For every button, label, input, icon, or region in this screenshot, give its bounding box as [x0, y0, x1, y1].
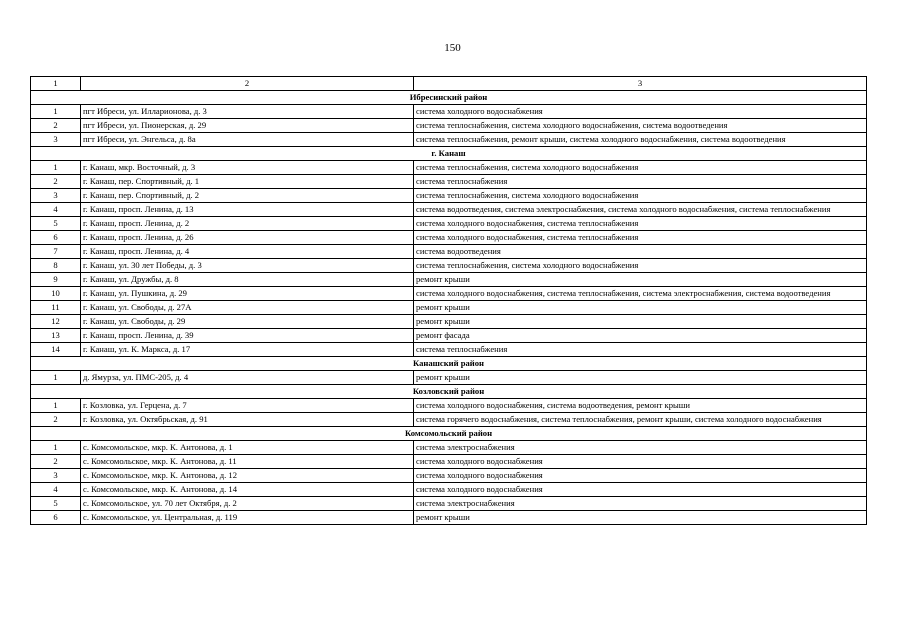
- table-header-row: [31, 77, 867, 91]
- address-cell: пгт Ибреси, ул. Илларионова, д. 3: [81, 105, 414, 119]
- table-row: [31, 105, 867, 119]
- work-type-cell: ремонт крыши: [414, 315, 867, 329]
- row-number-cell: 1: [31, 399, 81, 413]
- address-cell: с. Комсомольское, мкр. К. Антонова, д. 11: [81, 455, 414, 469]
- address-cell: г. Козловка, ул. Герцена, д. 7: [81, 399, 414, 413]
- row-number-cell: 13: [31, 329, 81, 343]
- address-cell: г. Канаш, ул. Свободы, д. 27А: [81, 301, 414, 315]
- row-number-cell: 3: [31, 189, 81, 203]
- section-header-row: [31, 91, 867, 105]
- table-row: [31, 399, 867, 413]
- address-cell: с. Комсомольское, мкр. К. Антонова, д. 1: [81, 441, 414, 455]
- work-type-cell: система теплоснабжения: [414, 343, 867, 357]
- header-cell-number: 1: [31, 77, 81, 91]
- row-number-cell: 7: [31, 245, 81, 259]
- row-number-cell: 2: [31, 413, 81, 427]
- table-row: [31, 133, 867, 147]
- section-title: г. Канаш: [31, 147, 867, 161]
- address-cell: г. Канаш, ул. Дружбы, д. 8: [81, 273, 414, 287]
- table-row: [31, 315, 867, 329]
- table-row: [31, 329, 867, 343]
- address-cell: г. Канаш, ул. Свободы, д. 29: [81, 315, 414, 329]
- work-type-cell: система теплоснабжения, система холодного водоснабжения: [414, 189, 867, 203]
- work-type-cell: система холодного водоснабжения: [414, 483, 867, 497]
- section-title: Ибресинский район: [31, 91, 867, 105]
- address-cell: г. Козловка, ул. Октябрьская, д. 91: [81, 413, 414, 427]
- row-number-cell: 2: [31, 119, 81, 133]
- address-cell: д. Ямурза, ул. ПМС-205, д. 4: [81, 371, 414, 385]
- table-row: [31, 511, 867, 525]
- work-type-cell: система теплоснабжения, система холодного водоснабжения, система водоотведения: [414, 119, 867, 133]
- address-cell: г. Канаш, пер. Спортивный, д. 1: [81, 175, 414, 189]
- table-row: [31, 371, 867, 385]
- table-row: [31, 273, 867, 287]
- table-row: [31, 245, 867, 259]
- work-type-cell: система холодного водоснабжения, система водоотведения, ремонт крыши: [414, 399, 867, 413]
- address-cell: пгт Ибреси, ул. Энгельса, д. 8а: [81, 133, 414, 147]
- table-row: [31, 287, 867, 301]
- section-title: Канашский район: [31, 357, 867, 371]
- row-number-cell: 1: [31, 161, 81, 175]
- section-header-row: [31, 147, 867, 161]
- work-type-cell: система теплоснабжения, система холодного водоснабжения: [414, 259, 867, 273]
- table-row: [31, 119, 867, 133]
- work-type-cell: ремонт крыши: [414, 273, 867, 287]
- row-number-cell: 2: [31, 175, 81, 189]
- address-cell: с. Комсомольское, мкр. К. Антонова, д. 14: [81, 483, 414, 497]
- work-type-cell: система теплоснабжения: [414, 175, 867, 189]
- work-type-cell: система холодного водоснабжения, система теплоснабжения: [414, 217, 867, 231]
- table-row: [31, 259, 867, 273]
- address-cell: г. Канаш, ул. 30 лет Победы, д. 3: [81, 259, 414, 273]
- table-row: [31, 175, 867, 189]
- table-row: [31, 469, 867, 483]
- row-number-cell: 1: [31, 105, 81, 119]
- section-header-row: [31, 385, 867, 399]
- row-number-cell: 4: [31, 203, 81, 217]
- address-cell: г. Канаш, ул. К. Маркса, д. 17: [81, 343, 414, 357]
- work-type-cell: ремонт крыши: [414, 371, 867, 385]
- work-type-cell: система горячего водоснабжения, система теплоснабжения, ремонт крыши, система холодного водоснабжения: [414, 413, 867, 427]
- work-type-cell: система электроснабжения: [414, 441, 867, 455]
- table-row: [31, 217, 867, 231]
- address-cell: с. Комсомольское, ул. 70 лет Октября, д. 2: [81, 497, 414, 511]
- work-type-cell: система холодного водоснабжения: [414, 455, 867, 469]
- section-title: Козловский район: [31, 385, 867, 399]
- address-cell: г. Канаш, просп. Ленина, д. 26: [81, 231, 414, 245]
- address-cell: г. Канаш, мкр. Восточный, д. 3: [81, 161, 414, 175]
- address-cell: г. Канаш, просп. Ленина, д. 4: [81, 245, 414, 259]
- table-row: [31, 483, 867, 497]
- row-number-cell: 10: [31, 287, 81, 301]
- work-type-cell: ремонт крыши: [414, 301, 867, 315]
- section-title: Комсомольский район: [31, 427, 867, 441]
- section-header-row: [31, 357, 867, 371]
- table-row: [31, 231, 867, 245]
- table-row: [31, 161, 867, 175]
- row-number-cell: 3: [31, 469, 81, 483]
- table-row: [31, 413, 867, 427]
- address-cell: г. Канаш, просп. Ленина, д. 13: [81, 203, 414, 217]
- work-type-cell: система теплоснабжения, ремонт крыши, система холодного водоснабжения, система водоотведения: [414, 133, 867, 147]
- address-cell: г. Канаш, просп. Ленина, д. 39: [81, 329, 414, 343]
- address-cell: с. Комсомольское, ул. Центральная, д. 119: [81, 511, 414, 525]
- row-number-cell: 1: [31, 371, 81, 385]
- row-number-cell: 2: [31, 455, 81, 469]
- table-row: [31, 455, 867, 469]
- table-row: [31, 203, 867, 217]
- row-number-cell: 4: [31, 483, 81, 497]
- address-cell: г. Канаш, ул. Пушкина, д. 29: [81, 287, 414, 301]
- repair-table: [30, 76, 867, 525]
- row-number-cell: 5: [31, 497, 81, 511]
- address-cell: с. Комсомольское, мкр. К. Антонова, д. 12: [81, 469, 414, 483]
- row-number-cell: 9: [31, 273, 81, 287]
- table-row: [31, 497, 867, 511]
- header-cell-work: 3: [414, 77, 867, 91]
- row-number-cell: 3: [31, 133, 81, 147]
- address-cell: г. Канаш, пер. Спортивный, д. 2: [81, 189, 414, 203]
- row-number-cell: 1: [31, 441, 81, 455]
- page-number: 150: [444, 42, 461, 54]
- row-number-cell: 14: [31, 343, 81, 357]
- work-type-cell: ремонт фасада: [414, 329, 867, 343]
- address-cell: пгт Ибреси, ул. Пионерская, д. 29: [81, 119, 414, 133]
- work-type-cell: система холодного водоснабжения, система теплоснабжения: [414, 231, 867, 245]
- work-type-cell: система теплоснабжения, система холодного водоснабжения: [414, 161, 867, 175]
- work-type-cell: система холодного водоснабжения: [414, 105, 867, 119]
- table-row: [31, 301, 867, 315]
- row-number-cell: 11: [31, 301, 81, 315]
- row-number-cell: 12: [31, 315, 81, 329]
- header-cell-address: 2: [81, 77, 414, 91]
- work-type-cell: система электроснабжения: [414, 497, 867, 511]
- work-type-cell: система холодного водоснабжения, система теплоснабжения, система электроснабжения, система водоотведения: [414, 287, 867, 301]
- table-row: [31, 441, 867, 455]
- section-header-row: [31, 427, 867, 441]
- row-number-cell: 6: [31, 231, 81, 245]
- work-type-cell: система водоотведения, система электроснабжения, система холодного водоснабжения, система теплоснабжения: [414, 203, 867, 217]
- row-number-cell: 6: [31, 511, 81, 525]
- table-row: [31, 343, 867, 357]
- row-number-cell: 8: [31, 259, 81, 273]
- table-row: [31, 189, 867, 203]
- row-number-cell: 5: [31, 217, 81, 231]
- address-cell: г. Канаш, просп. Ленина, д. 2: [81, 217, 414, 231]
- work-type-cell: ремонт крыши: [414, 511, 867, 525]
- work-type-cell: система водоотведения: [414, 245, 867, 259]
- work-type-cell: система холодного водоснабжения: [414, 469, 867, 483]
